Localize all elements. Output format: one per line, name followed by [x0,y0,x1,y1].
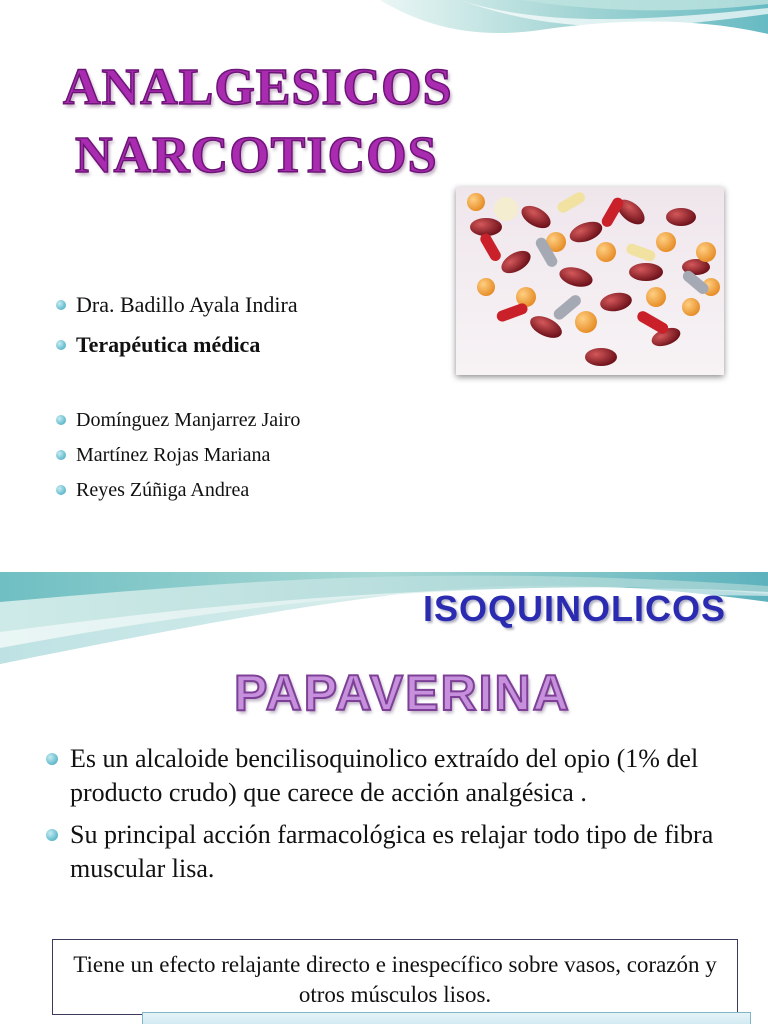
description-item [46,818,726,886]
author-item [56,404,300,439]
presenter-item [56,288,298,328]
note-box [52,939,738,1015]
section-title: ISOQUINOLICOS [422,588,726,629]
bullet-dot-icon [46,829,58,841]
note-text: Tiene un efecto relajante directo e inespecífico sobre vasos, corazón y otros músculos lisos. [73,952,717,1007]
bullet-dot-icon [56,450,66,460]
bullet-dot-icon [46,753,58,765]
bullet-dot-icon [56,300,66,310]
course-name: Terapéutica médica [76,332,261,357]
author-item [56,439,300,474]
title-line-2: NARCOTICOS [75,127,438,184]
bullet-dot-icon [56,415,66,425]
title-line-1: ANALGESICOS [63,59,453,116]
presenter-list [56,288,298,368]
slide-2 [0,572,768,1024]
author-name: Martínez Rojas Mariana [76,444,271,466]
description-item [46,742,726,810]
drug-title: PAPAVERINA [234,665,571,721]
description-list [46,742,726,894]
author-item [56,474,300,509]
bullet-dot-icon [56,340,66,350]
pills-photo [456,187,724,375]
description-text: Su principal acción farmacológica es relajar todo tipo de fibra muscular lisa. [70,820,714,883]
authors-list [56,404,300,509]
bullet-dot-icon [56,485,66,495]
presenter-name: Dra. Badillo Ayala Indira [76,292,298,317]
note-footer-bar [142,1012,751,1024]
author-name: Reyes Zúñiga Andrea [76,479,250,501]
course-item [56,328,298,368]
description-text: Es un alcaloide bencilisoquinolico extraído del opio (1% del producto crudo) que carece de acción analgésica . [70,744,699,807]
author-name: Domínguez Manjarrez Jairo [76,409,301,431]
